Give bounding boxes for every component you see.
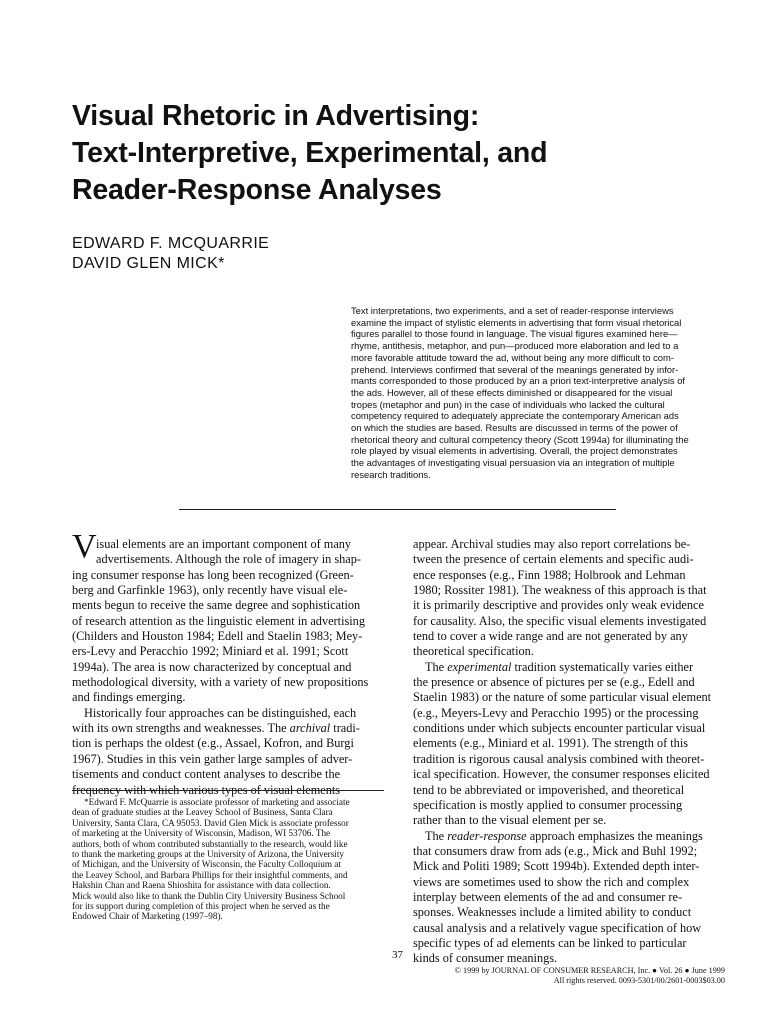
- footnote-line: for its support during completion of this project when he served as the: [72, 901, 330, 912]
- body-line: 1994a). The area is now characterized by conceptual and: [72, 659, 352, 674]
- abstract: [351, 305, 726, 481]
- title-line: Text-Interpretive, Experimental, and: [72, 137, 548, 169]
- abstract-line: rhetorical theory and cultural competency theory (Scott 1994a) for illuminating the: [351, 433, 689, 445]
- body-line: advertisements. Although the role of imagery in shap-: [96, 552, 362, 567]
- abstract-line: more favorable attitude toward the ad, without being any more difficult to com-: [351, 351, 674, 363]
- body-line: causal analysis and a relatively vague specification of how: [413, 920, 702, 935]
- abstract-line: figures parallel to those found in language. The visual figures examined here—: [351, 328, 678, 340]
- abstract-line: competency required to adequately appreciate the contemporary American ads: [351, 410, 679, 422]
- body-line: the presence or absence of pictures per se (e.g., Edell and: [413, 675, 695, 690]
- abstract-line: role played by visual elements in advertising. Overall, the project demonstrates: [351, 445, 678, 457]
- body-line: elements (e.g., Miniard et al. 1991). The strength of this: [413, 736, 689, 751]
- page-number: 37: [392, 949, 403, 961]
- body-line: tween the presence of certain elements and specific audi-: [413, 552, 694, 567]
- title-line: Visual Rhetoric in Advertising:: [72, 100, 480, 132]
- body-line: with its own strengths and weaknesses. The archival tradi-: [72, 721, 360, 736]
- body-line: 1980; Rossiter 1981). The weakness of this approach is that: [413, 583, 707, 598]
- footnote-line: Endowed Chair of Marketing (1997–98).: [72, 911, 223, 922]
- author-name: EDWARD F. MCQUARRIE: [72, 235, 270, 252]
- body-line: for causality. Also, the specific visual elements investigated: [413, 613, 707, 628]
- body-line: appear. Archival studies may also report correlations be-: [413, 537, 691, 551]
- abstract-line: Text interpretations, two experiments, and a set of reader-response interviews: [351, 305, 674, 316]
- footnote-line: of marketing at the University of Wisconsin, Madison, WI 53706. The: [72, 828, 331, 839]
- article-title: [72, 98, 692, 209]
- body-line: specification is mostly applied to consumer processing: [413, 797, 683, 812]
- body-line: ing consumer response has long been recognized (Green-: [72, 567, 354, 582]
- body-line: tend to cover a wide range and are not generated by any: [413, 629, 688, 644]
- author-name: DAVID GLEN MICK*: [72, 255, 225, 272]
- body-line: rather than to the visual element per se.: [413, 813, 607, 828]
- footnote-line: University, Santa Clara, CA 95053. David Glen Mick is associate professor: [72, 817, 349, 828]
- footnote-line: Hakshin Chan and Raena Shioshita for assistance with data collection.: [72, 880, 331, 891]
- footnote-line: dean of graduate studies at the Leavey School of Business, Santa Clara: [72, 807, 333, 818]
- body-line: specific types of ad elements can be linked to particular: [413, 935, 687, 950]
- abstract-line: prehend. Interviews confirmed that several of the meanings generated by infor-: [351, 363, 679, 375]
- author-list: [72, 234, 269, 274]
- body-line: The experimental tradition systematically varies either: [425, 659, 694, 674]
- body-line: tisements and conduct content analyses to describe the: [72, 767, 341, 782]
- body-line: (e.g., Meyers-Levy and Peracchio 1995) or the processing: [413, 705, 699, 720]
- body-line: methodological diversity, with a variety of new propositions: [72, 675, 369, 690]
- body-line: (Childers and Houston 1984; Edell and Staelin 1983; Mey-: [72, 629, 363, 644]
- body-line: ence responses (e.g., Finn 1988; Holbrook and Lehman: [413, 567, 686, 582]
- body-line: kinds of consumer meanings.: [413, 951, 558, 966]
- body-line: Staelin 1983) or the nature of some particular visual element: [413, 690, 712, 705]
- body-line: of research attention as the linguistic element in advertising: [72, 613, 365, 628]
- abstract-line: research traditions.: [351, 468, 431, 480]
- body-line: views are sometimes used to show the rich and complex: [413, 874, 690, 889]
- footnote-line: of Michigan, and the University of Wisconsin, the Faculty Colloquium at: [72, 859, 341, 870]
- body-line: isual elements are an important component of many: [96, 537, 352, 551]
- abstract-line: the ads. However, all of these effects diminished or disappeared for the visual: [351, 386, 673, 398]
- body-line: that consumers draw from ads (e.g., Mick and Buhl 1992;: [413, 843, 698, 858]
- body-line: tradition is rigorous causal analysis combined with theoret-: [413, 751, 705, 766]
- body-line: ical specification. However, the consumer responses elicited: [413, 767, 710, 782]
- body-line: ers-Levy and Peracchio 1992; Miniard et al. 1991; Scott: [72, 644, 349, 659]
- abstract-line: the advantages of investigating visual persuasion via an integration of multiple: [351, 457, 675, 469]
- copyright-notice: [455, 966, 725, 986]
- drop-cap: V: [72, 528, 97, 565]
- body-line: tend to be abbreviated or impoverished, and theoretical: [413, 782, 685, 797]
- footnote-line: *Edward F. McQuarrie is associate professor of marketing and associate: [84, 797, 350, 807]
- body-line: interplay between elements of the ad and consumer re-: [413, 889, 683, 904]
- footnote-line: to thank the marketing groups at the University of Arizona, the University: [72, 849, 344, 860]
- footnote-divider: [72, 790, 384, 791]
- body-line: Historically four approaches can be distinguished, each: [84, 705, 357, 720]
- copyright-line: All rights reserved. 0093-5301/00/2601-0003$03.00: [553, 976, 725, 985]
- body-line: ments begun to receive the same degree and sophistication: [72, 598, 361, 613]
- footnote-line: authors, both of whom contributed substantially to the research, would like: [72, 838, 348, 849]
- footnote-line: the Leavey School, and Barbara Phillips for their insightful comments, and: [72, 869, 348, 880]
- body-line: Mick and Politi 1989; Scott 1994b). Extended depth inter-: [413, 859, 700, 874]
- section-divider: [179, 509, 616, 510]
- abstract-line: tropes (metaphor and pun) in the case of individuals who lacked the cultural: [351, 398, 665, 410]
- title-line: Reader-Response Analyses: [72, 174, 442, 206]
- abstract-line: rhyme, antithesis, metaphor, and pun—produced more elaboration and led to a: [351, 340, 679, 352]
- body-line: frequency with which various types of visual elements: [72, 782, 341, 797]
- body-line: theoretical specification.: [413, 644, 534, 659]
- body-line: sponses. Weaknesses include a limited ability to conduct: [413, 905, 692, 920]
- copyright-line: © 1999 by JOURNAL OF CONSUMER RESEARCH, Inc. ● Vol. 26 ● June 1999: [454, 966, 725, 975]
- abstract-line: mants corresponded to those produced by an a priori text-interpretive analysis of: [351, 375, 686, 387]
- footnote-line: Mick would also like to thank the Dublin City University Business School: [72, 890, 346, 901]
- abstract-line: on which the studies are based. Results are discussed in terms of the power of: [351, 422, 678, 434]
- body-line: 1967). Studies in this vein gather large samples of adver-: [72, 751, 353, 766]
- author-footnote: [72, 797, 387, 922]
- body-column-right: [413, 537, 725, 967]
- body-column-left: [72, 537, 384, 798]
- body-line: The reader-response approach emphasizes the meanings: [425, 828, 703, 843]
- body-line: and findings emerging.: [72, 690, 186, 705]
- abstract-line: examine the impact of stylistic elements in advertising that form visual rhetorical: [351, 316, 682, 328]
- body-line: it is primarily descriptive and provides only weak evidence: [413, 598, 704, 613]
- body-line: berg and Garfinkle 1963), only recently have visual ele-: [72, 583, 348, 598]
- body-line: conditions under which subjects encounter particular visual: [413, 721, 706, 736]
- body-line: tion is perhaps the oldest (e.g., Assael, Kofron, and Burgi: [72, 736, 354, 751]
